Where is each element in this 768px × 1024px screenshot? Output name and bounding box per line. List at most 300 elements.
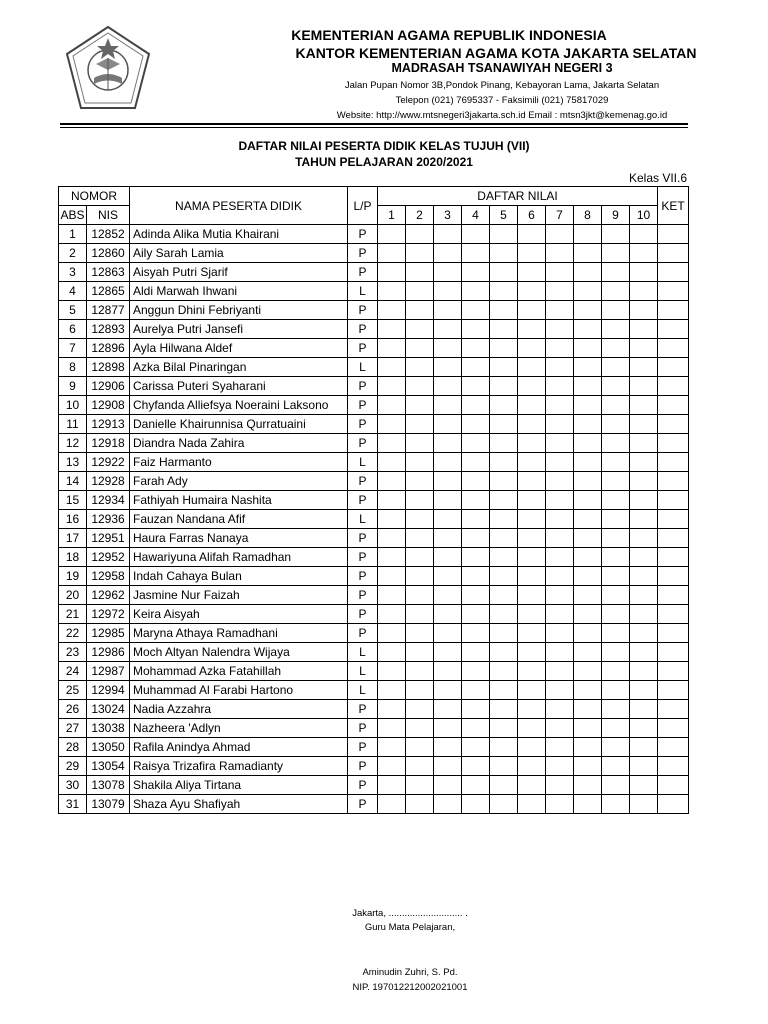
grade-cell xyxy=(406,472,434,491)
grade-cell xyxy=(490,529,518,548)
grade-cell xyxy=(574,738,602,757)
grade-cell xyxy=(630,605,658,624)
grade-col-header: 3 xyxy=(434,206,462,225)
grade-cell xyxy=(462,396,490,415)
nis-cell: 12952 xyxy=(87,548,130,567)
grade-cell xyxy=(490,339,518,358)
grade-cell xyxy=(546,415,574,434)
grade-cell xyxy=(462,301,490,320)
ket-cell xyxy=(658,358,689,377)
grade-cell xyxy=(378,776,406,795)
grade-cell xyxy=(630,453,658,472)
grade-cell xyxy=(434,643,462,662)
grade-cell xyxy=(518,225,546,244)
abs-cell: 20 xyxy=(59,586,87,605)
student-name-cell: Farah Ady xyxy=(130,472,348,491)
grade-cell xyxy=(462,719,490,738)
ket-cell xyxy=(658,377,689,396)
student-name-cell: Indah Cahaya Bulan xyxy=(130,567,348,586)
grade-cell xyxy=(490,681,518,700)
grade-cell xyxy=(602,776,630,795)
grade-cell xyxy=(602,605,630,624)
header-row-top xyxy=(59,187,689,206)
ket-cell xyxy=(658,586,689,605)
gender-cell: P xyxy=(348,586,378,605)
grade-cell xyxy=(378,263,406,282)
grade-cell xyxy=(378,719,406,738)
nis-cell: 12860 xyxy=(87,244,130,263)
grade-cell xyxy=(434,244,462,263)
grade-cell xyxy=(546,719,574,738)
student-row xyxy=(59,377,689,396)
gender-cell: P xyxy=(348,700,378,719)
nis-cell: 12877 xyxy=(87,301,130,320)
gender-cell: P xyxy=(348,472,378,491)
nis-cell: 12852 xyxy=(87,225,130,244)
nis-cell: 12865 xyxy=(87,282,130,301)
grade-cell xyxy=(574,453,602,472)
grade-cell xyxy=(518,396,546,415)
grade-cell xyxy=(490,301,518,320)
abs-cell: 11 xyxy=(59,415,87,434)
grade-cell xyxy=(602,529,630,548)
grade-cell xyxy=(574,434,602,453)
student-row xyxy=(59,491,689,510)
grade-cell xyxy=(462,358,490,377)
student-name-cell: Fauzan Nandana Afif xyxy=(130,510,348,529)
grade-cell xyxy=(406,491,434,510)
grade-cell xyxy=(546,244,574,263)
grade-cell xyxy=(378,244,406,263)
grade-cell xyxy=(518,548,546,567)
grade-cell xyxy=(406,225,434,244)
gender-cell: P xyxy=(348,225,378,244)
grade-cell xyxy=(462,738,490,757)
grade-cell xyxy=(490,282,518,301)
abs-header: ABS xyxy=(59,206,87,225)
grade-cell xyxy=(406,263,434,282)
grade-cell xyxy=(406,415,434,434)
grade-cell xyxy=(378,415,406,434)
student-name-cell: Shakila Aliya Tirtana xyxy=(130,776,348,795)
grade-cell xyxy=(630,301,658,320)
abs-cell: 15 xyxy=(59,491,87,510)
ket-cell xyxy=(658,282,689,301)
abs-cell: 28 xyxy=(59,738,87,757)
student-row xyxy=(59,510,689,529)
gender-cell: P xyxy=(348,605,378,624)
nis-cell: 12951 xyxy=(87,529,130,548)
grade-cell xyxy=(462,225,490,244)
nis-cell: 12908 xyxy=(87,396,130,415)
grade-cell xyxy=(490,624,518,643)
student-name-cell: Aldi Marwah Ihwani xyxy=(130,282,348,301)
grade-cell xyxy=(574,244,602,263)
grade-cell xyxy=(630,529,658,548)
student-row xyxy=(59,358,689,377)
grade-cell xyxy=(462,472,490,491)
nis-cell: 12913 xyxy=(87,415,130,434)
grade-cell xyxy=(546,662,574,681)
grade-cell xyxy=(602,244,630,263)
grade-cell xyxy=(434,225,462,244)
abs-cell: 10 xyxy=(59,396,87,415)
grade-cell xyxy=(546,548,574,567)
signature-place-date: Jakarta, ............................ . xyxy=(352,908,468,919)
grade-cell xyxy=(434,415,462,434)
grade-cell xyxy=(546,320,574,339)
grade-cell xyxy=(630,377,658,396)
grade-cell xyxy=(574,776,602,795)
ket-cell xyxy=(658,263,689,282)
student-name-cell: Raisya Trizafira Ramadianty xyxy=(130,757,348,776)
nis-cell: 12918 xyxy=(87,434,130,453)
grade-cell xyxy=(378,567,406,586)
gender-cell: P xyxy=(348,567,378,586)
ket-cell xyxy=(658,719,689,738)
grade-cell xyxy=(462,643,490,662)
gender-cell: L xyxy=(348,358,378,377)
grade-cell xyxy=(490,244,518,263)
grade-cell xyxy=(406,624,434,643)
gender-cell: L xyxy=(348,453,378,472)
ket-cell xyxy=(658,529,689,548)
grade-cell xyxy=(574,320,602,339)
grade-cell xyxy=(630,548,658,567)
grade-cell xyxy=(406,548,434,567)
student-name-cell: Keira Aisyah xyxy=(130,605,348,624)
nis-cell: 12986 xyxy=(87,643,130,662)
grade-cell xyxy=(490,415,518,434)
nis-cell: 12896 xyxy=(87,339,130,358)
grade-cell xyxy=(406,681,434,700)
grade-cell xyxy=(490,548,518,567)
grade-cell xyxy=(546,605,574,624)
student-row xyxy=(59,472,689,491)
grade-cell xyxy=(490,586,518,605)
grade-cell xyxy=(462,453,490,472)
gender-cell: P xyxy=(348,377,378,396)
student-row xyxy=(59,605,689,624)
grade-cell xyxy=(490,776,518,795)
abs-cell: 29 xyxy=(59,757,87,776)
grade-cell xyxy=(518,282,546,301)
abs-cell: 2 xyxy=(59,244,87,263)
grade-cell xyxy=(490,795,518,814)
student-name-cell: Chyfanda Alliefsya Noeraini Laksono xyxy=(130,396,348,415)
student-row xyxy=(59,434,689,453)
grade-cell xyxy=(630,415,658,434)
signature-role: Guru Mata Pelajaran, xyxy=(364,922,456,933)
grade-cell xyxy=(518,472,546,491)
grade-col-header: 9 xyxy=(602,206,630,225)
grade-cell xyxy=(378,491,406,510)
grade-cell xyxy=(462,548,490,567)
nis-cell: 12962 xyxy=(87,586,130,605)
grade-roster-table xyxy=(58,186,689,814)
ket-header: KET xyxy=(658,187,689,225)
grade-cell xyxy=(574,586,602,605)
grade-cell xyxy=(518,662,546,681)
grade-cell xyxy=(630,776,658,795)
grade-cell xyxy=(546,301,574,320)
abs-cell: 3 xyxy=(59,263,87,282)
student-name-cell: Hawariyuna Alifah Ramadhan xyxy=(130,548,348,567)
ket-cell xyxy=(658,662,689,681)
grade-cell xyxy=(518,415,546,434)
grade-cell xyxy=(462,415,490,434)
student-row xyxy=(59,776,689,795)
gender-cell: P xyxy=(348,396,378,415)
grade-cell xyxy=(434,548,462,567)
grade-cell xyxy=(462,624,490,643)
grade-cell xyxy=(518,700,546,719)
grade-cell xyxy=(574,567,602,586)
ministry-name: KEMENTERIAN AGAMA REPUBLIK INDONESIA xyxy=(291,27,607,43)
grade-col-header: 6 xyxy=(518,206,546,225)
grade-cell xyxy=(490,605,518,624)
grade-cell xyxy=(518,586,546,605)
grade-cell xyxy=(490,643,518,662)
grade-cell xyxy=(406,586,434,605)
ket-cell xyxy=(658,434,689,453)
abs-cell: 26 xyxy=(59,700,87,719)
gender-cell: P xyxy=(348,263,378,282)
nis-cell: 12972 xyxy=(87,605,130,624)
grade-cell xyxy=(574,795,602,814)
nis-cell: 12922 xyxy=(87,453,130,472)
nis-cell: 13079 xyxy=(87,795,130,814)
student-row xyxy=(59,643,689,662)
gender-cell: P xyxy=(348,244,378,263)
grade-cell xyxy=(630,681,658,700)
grade-cell xyxy=(490,453,518,472)
grade-cell xyxy=(602,681,630,700)
grade-cell xyxy=(602,548,630,567)
ket-cell xyxy=(658,491,689,510)
nis-cell: 12934 xyxy=(87,491,130,510)
grade-cell xyxy=(406,643,434,662)
ket-cell xyxy=(658,757,689,776)
grade-cell xyxy=(546,339,574,358)
grade-cell xyxy=(462,282,490,301)
grade-cell xyxy=(434,510,462,529)
ket-cell xyxy=(658,643,689,662)
grade-cell xyxy=(630,244,658,263)
grade-cell xyxy=(406,776,434,795)
gender-cell: P xyxy=(348,738,378,757)
grade-cell xyxy=(378,339,406,358)
grade-cell xyxy=(378,377,406,396)
grade-cell xyxy=(434,776,462,795)
grade-cell xyxy=(462,700,490,719)
grade-cell xyxy=(518,244,546,263)
grade-cell xyxy=(546,434,574,453)
grade-cell xyxy=(574,719,602,738)
grade-cell xyxy=(602,795,630,814)
ket-cell xyxy=(658,339,689,358)
grade-cell xyxy=(434,586,462,605)
nis-cell: 12985 xyxy=(87,624,130,643)
grade-cell xyxy=(462,757,490,776)
grade-cell xyxy=(518,605,546,624)
student-row xyxy=(59,719,689,738)
grade-cell xyxy=(574,358,602,377)
abs-cell: 25 xyxy=(59,681,87,700)
grade-cell xyxy=(378,320,406,339)
grade-cell xyxy=(630,263,658,282)
office-name: KANTOR KEMENTERIAN AGAMA KOTA JAKARTA SELATAN xyxy=(295,45,697,61)
academic-year: TAHUN PELAJARAN 2020/2021 xyxy=(295,155,473,169)
document-title: DAFTAR NILAI PESERTA DIDIK KELAS TUJUH (VII) xyxy=(238,139,530,153)
grade-cell xyxy=(546,491,574,510)
grade-cell xyxy=(630,434,658,453)
grade-cell xyxy=(574,282,602,301)
grade-cell xyxy=(434,263,462,282)
grade-cell xyxy=(518,339,546,358)
grade-cell xyxy=(630,339,658,358)
grade-cell xyxy=(434,529,462,548)
grade-cell xyxy=(602,320,630,339)
grade-cell xyxy=(518,529,546,548)
grade-cell xyxy=(602,415,630,434)
grade-cell xyxy=(546,358,574,377)
student-name-cell: Aurelya Putri Jansefi xyxy=(130,320,348,339)
school-website: Website: http://www.mtsnegeri3jakarta.sch.id Email : mtsn3jkt@kemenag.go.id xyxy=(336,110,668,121)
grade-cell xyxy=(490,358,518,377)
grade-cell xyxy=(378,586,406,605)
grade-cell xyxy=(378,757,406,776)
grade-cell xyxy=(378,358,406,377)
grade-cell xyxy=(602,643,630,662)
abs-cell: 23 xyxy=(59,643,87,662)
nis-cell: 12863 xyxy=(87,263,130,282)
grade-cell xyxy=(462,510,490,529)
grade-cell xyxy=(490,434,518,453)
student-name-cell: Rafila Anindya Ahmad xyxy=(130,738,348,757)
grade-cell xyxy=(378,453,406,472)
grade-cell xyxy=(630,643,658,662)
school-name: MADRASAH TSANAWIYAH NEGERI 3 xyxy=(391,61,613,75)
abs-cell: 22 xyxy=(59,624,87,643)
grade-cell xyxy=(406,301,434,320)
grade-cell xyxy=(490,320,518,339)
grade-cell xyxy=(602,586,630,605)
grade-cell xyxy=(462,377,490,396)
grade-cell xyxy=(434,282,462,301)
ket-cell xyxy=(658,320,689,339)
grade-cell xyxy=(378,472,406,491)
grade-cell xyxy=(574,510,602,529)
ket-cell xyxy=(658,795,689,814)
grade-cell xyxy=(490,719,518,738)
grade-cell xyxy=(602,339,630,358)
grade-cell xyxy=(546,567,574,586)
ket-cell xyxy=(658,415,689,434)
student-name-cell: Moch Altyan Nalendra Wijaya xyxy=(130,643,348,662)
gender-cell: P xyxy=(348,301,378,320)
grade-cell xyxy=(546,263,574,282)
grade-cell xyxy=(406,700,434,719)
grade-cell xyxy=(602,757,630,776)
grade-cell xyxy=(462,263,490,282)
nis-header: NIS xyxy=(87,206,130,225)
grade-cell xyxy=(574,662,602,681)
student-row xyxy=(59,244,689,263)
grade-cell xyxy=(518,320,546,339)
ket-cell xyxy=(658,567,689,586)
grade-cell xyxy=(546,681,574,700)
ket-cell xyxy=(658,301,689,320)
ket-cell xyxy=(658,624,689,643)
grade-cell xyxy=(630,719,658,738)
grade-cell xyxy=(630,662,658,681)
grade-cell xyxy=(630,738,658,757)
grade-col-header: 7 xyxy=(546,206,574,225)
grade-cell xyxy=(546,453,574,472)
grade-cell xyxy=(518,453,546,472)
grade-cell xyxy=(434,624,462,643)
grade-cell xyxy=(406,282,434,301)
grade-cell xyxy=(574,700,602,719)
gender-cell: P xyxy=(348,320,378,339)
grade-cell xyxy=(546,586,574,605)
grade-cell xyxy=(434,662,462,681)
grade-cell xyxy=(378,624,406,643)
abs-cell: 16 xyxy=(59,510,87,529)
grade-cell xyxy=(462,795,490,814)
student-row xyxy=(59,624,689,643)
grade-col-header: 4 xyxy=(462,206,490,225)
grade-cell xyxy=(602,662,630,681)
grade-cell xyxy=(630,624,658,643)
grade-cell xyxy=(434,605,462,624)
student-row xyxy=(59,453,689,472)
student-name-cell: Mohammad Azka Fatahillah xyxy=(130,662,348,681)
grade-cell xyxy=(462,339,490,358)
grade-cell xyxy=(490,510,518,529)
abs-cell: 1 xyxy=(59,225,87,244)
grade-cell xyxy=(602,225,630,244)
nis-cell: 12936 xyxy=(87,510,130,529)
nis-cell: 12928 xyxy=(87,472,130,491)
grade-cell xyxy=(546,472,574,491)
student-row xyxy=(59,301,689,320)
grade-cell xyxy=(462,529,490,548)
nis-cell: 13050 xyxy=(87,738,130,757)
grade-cell xyxy=(490,396,518,415)
name-header: NAMA PESERTA DIDIK xyxy=(130,187,348,225)
grade-cell xyxy=(518,491,546,510)
abs-cell: 31 xyxy=(59,795,87,814)
student-name-cell: Diandra Nada Zahira xyxy=(130,434,348,453)
grade-col-header: 8 xyxy=(574,206,602,225)
abs-cell: 9 xyxy=(59,377,87,396)
grade-cell xyxy=(406,567,434,586)
grade-cell xyxy=(434,681,462,700)
grade-cell xyxy=(602,358,630,377)
nis-cell: 12893 xyxy=(87,320,130,339)
grade-cell xyxy=(630,396,658,415)
gender-cell: L xyxy=(348,662,378,681)
grade-cell xyxy=(490,491,518,510)
grade-cell xyxy=(546,795,574,814)
grade-cell xyxy=(406,339,434,358)
grade-cell xyxy=(630,700,658,719)
grade-cell xyxy=(406,453,434,472)
grade-cell xyxy=(602,472,630,491)
grade-cell xyxy=(630,472,658,491)
